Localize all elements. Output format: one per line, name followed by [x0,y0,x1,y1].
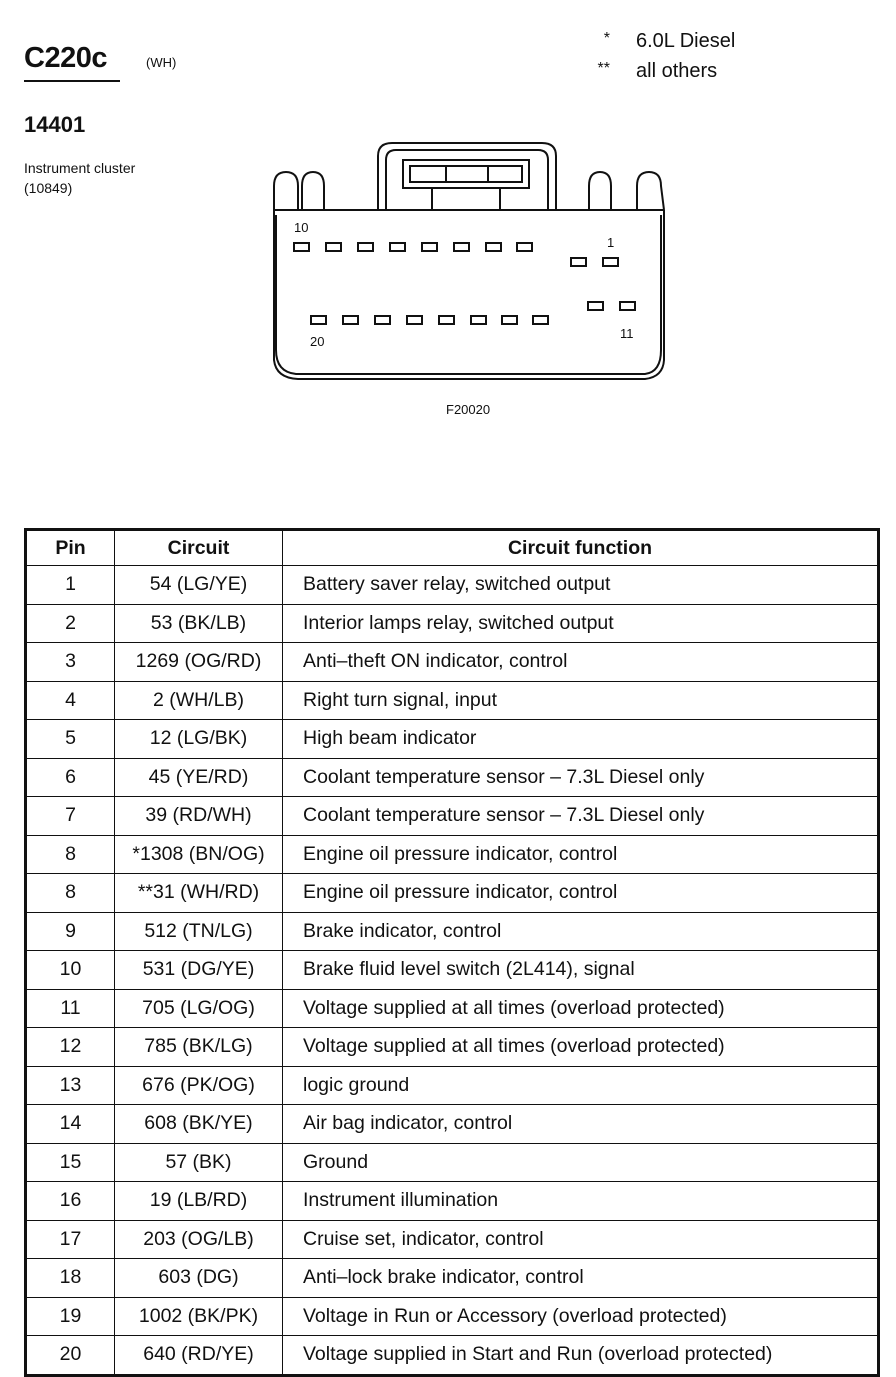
pin-cell: 7 [26,797,115,836]
pin-cavity-3 [517,243,532,251]
table-row [26,758,879,797]
pin-cell: 8 [26,835,115,874]
pin-label-1: 1 [607,235,615,250]
circuit-cell: 512 (TN/LG) [115,912,283,951]
pin-cavity-1 [603,258,618,266]
circuit-function-cell: Ground [283,1143,879,1182]
pin-cell: 20 [26,1336,115,1376]
circuit-cell: 54 (LG/YE) [115,566,283,605]
circuit-cell: 45 (YE/RD) [115,758,283,797]
table-row [26,797,879,836]
legend-text-diesel: 6.0L Diesel [636,30,736,52]
connector-id-underline [24,80,120,82]
circuit-function-cell: Engine oil pressure indicator, control [283,874,879,913]
circuit-function-cell: Battery saver relay, switched output [283,566,879,605]
table-row [26,951,879,990]
table-row [26,643,879,682]
pin-cavity-10 [294,243,309,251]
circuit-function-cell: High beam indicator [283,720,879,759]
table-row [26,1220,879,1259]
table-row [26,1105,879,1144]
table-row [26,1182,879,1221]
circuit-cell: 2 (WH/LB) [115,681,283,720]
table-row [26,1336,879,1376]
pin-cavity-4 [486,243,501,251]
pin-cavity-16 [439,316,454,324]
circuit-function-cell: Anti–theft ON indicator, control [283,643,879,682]
pin-cell: 16 [26,1182,115,1221]
pin-cell: 9 [26,912,115,951]
table-row [26,835,879,874]
circuit-function-cell: Air bag indicator, control [283,1105,879,1144]
circuit-cell: 531 (DG/YE) [115,951,283,990]
circuit-function-cell: Engine oil pressure indicator, control [283,835,879,874]
pin-cell: 1 [26,566,115,605]
table-row [26,604,879,643]
column-header-circuit-function: Circuit function [283,530,879,566]
pin-cell: 3 [26,643,115,682]
circuit-cell: 608 (BK/YE) [115,1105,283,1144]
pin-cavity-7 [390,243,405,251]
pin-cell: 5 [26,720,115,759]
pin-cell: 2 [26,604,115,643]
circuit-cell: 57 (BK) [115,1143,283,1182]
table-row [26,1259,879,1298]
pin-cell: 15 [26,1143,115,1182]
pin-cavity-9 [326,243,341,251]
legend-symbol-double-asterisk: ** [597,60,610,77]
circuit-function-cell: logic ground [283,1066,879,1105]
circuit-cell: *1308 (BN/OG) [115,835,283,874]
table-row [26,912,879,951]
circuit-cell: 53 (BK/LB) [115,604,283,643]
circuit-cell: 640 (RD/YE) [115,1336,283,1376]
table-row [26,1028,879,1067]
pin-cell: 13 [26,1066,115,1105]
circuit-cell: 1269 (OG/RD) [115,643,283,682]
circuit-function-cell: Instrument illumination [283,1182,879,1221]
table-row [26,566,879,605]
circuit-function-cell: Right turn signal, input [283,681,879,720]
circuit-cell: 203 (OG/LB) [115,1220,283,1259]
connector-color: (WH) [146,55,177,70]
table-row [26,720,879,759]
circuit-function-cell: Brake fluid level switch (2L414), signal [283,951,879,990]
part-number: 14401 [24,112,86,137]
pin-cavity-15 [471,316,486,324]
pin-cell: 17 [26,1220,115,1259]
pin-cavity-6 [422,243,437,251]
pin-cell: 10 [26,951,115,990]
pin-cavity-17 [407,316,422,324]
circuit-cell: **31 (WH/RD) [115,874,283,913]
component-code: (10849) [24,180,73,196]
pin-cell: 18 [26,1259,115,1298]
legend-symbol-single-asterisk: * [603,30,610,47]
table-row [26,1066,879,1105]
pin-cell: 6 [26,758,115,797]
connector-face-diagram [265,138,670,388]
pin-cavity-12 [588,302,603,310]
circuit-function-cell: Voltage supplied at all times (overload protected) [283,989,879,1028]
table-row [26,1143,879,1182]
pin-cavity-18 [375,316,390,324]
circuit-function-cell: Interior lamps relay, switched output [283,604,879,643]
pin-cell: 11 [26,989,115,1028]
pin-cavity-19 [343,316,358,324]
figure-id: F20020 [446,402,491,417]
pin-cell: 4 [26,681,115,720]
pin-cavity-2 [571,258,586,266]
circuit-cell: 705 (LG/OG) [115,989,283,1028]
pin-cell: 14 [26,1105,115,1144]
circuit-function-cell: Voltage supplied at all times (overload protected) [283,1028,879,1067]
pin-cell: 8 [26,874,115,913]
pin-cavity-8 [358,243,373,251]
circuit-function-cell: Voltage in Run or Accessory (overload protected) [283,1297,879,1336]
table-row [26,989,879,1028]
pin-label-20: 20 [310,334,325,349]
circuit-function-cell: Brake indicator, control [283,912,879,951]
pin-table-body [26,566,879,1376]
pin-cavity-14 [502,316,517,324]
circuit-function-cell: Coolant temperature sensor – 7.3L Diesel only [283,797,879,836]
pin-cell: 19 [26,1297,115,1336]
pin-label-10: 10 [294,220,309,235]
pin-table [24,528,880,1377]
circuit-cell: 676 (PK/OG) [115,1066,283,1105]
legend-text-others: all others [636,60,718,82]
pin-cell: 12 [26,1028,115,1067]
column-header-circuit: Circuit [115,530,283,566]
table-row [26,874,879,913]
component-name: Instrument cluster [24,160,136,176]
circuit-cell: 39 (RD/WH) [115,797,283,836]
circuit-cell: 19 (LB/RD) [115,1182,283,1221]
table-header-row [26,530,879,566]
circuit-function-cell: Coolant temperature sensor – 7.3L Diesel only [283,758,879,797]
circuit-cell: 1002 (BK/PK) [115,1297,283,1336]
circuit-function-cell: Voltage supplied in Start and Run (overload protected) [283,1336,879,1376]
pin-cavity-11 [620,302,635,310]
connector-id: C220c [24,42,107,74]
circuit-cell: 603 (DG) [115,1259,283,1298]
pin-cavity-5 [454,243,469,251]
circuit-cell: 785 (BK/LG) [115,1028,283,1067]
pin-label-11: 11 [620,326,634,341]
circuit-function-cell: Cruise set, indicator, control [283,1220,879,1259]
table-row [26,1297,879,1336]
pin-cavity-13 [533,316,548,324]
circuit-function-cell: Anti–lock brake indicator, control [283,1259,879,1298]
pin-cavity-20 [311,316,326,324]
circuit-cell: 12 (LG/BK) [115,720,283,759]
column-header-pin: Pin [26,530,115,566]
table-row [26,681,879,720]
